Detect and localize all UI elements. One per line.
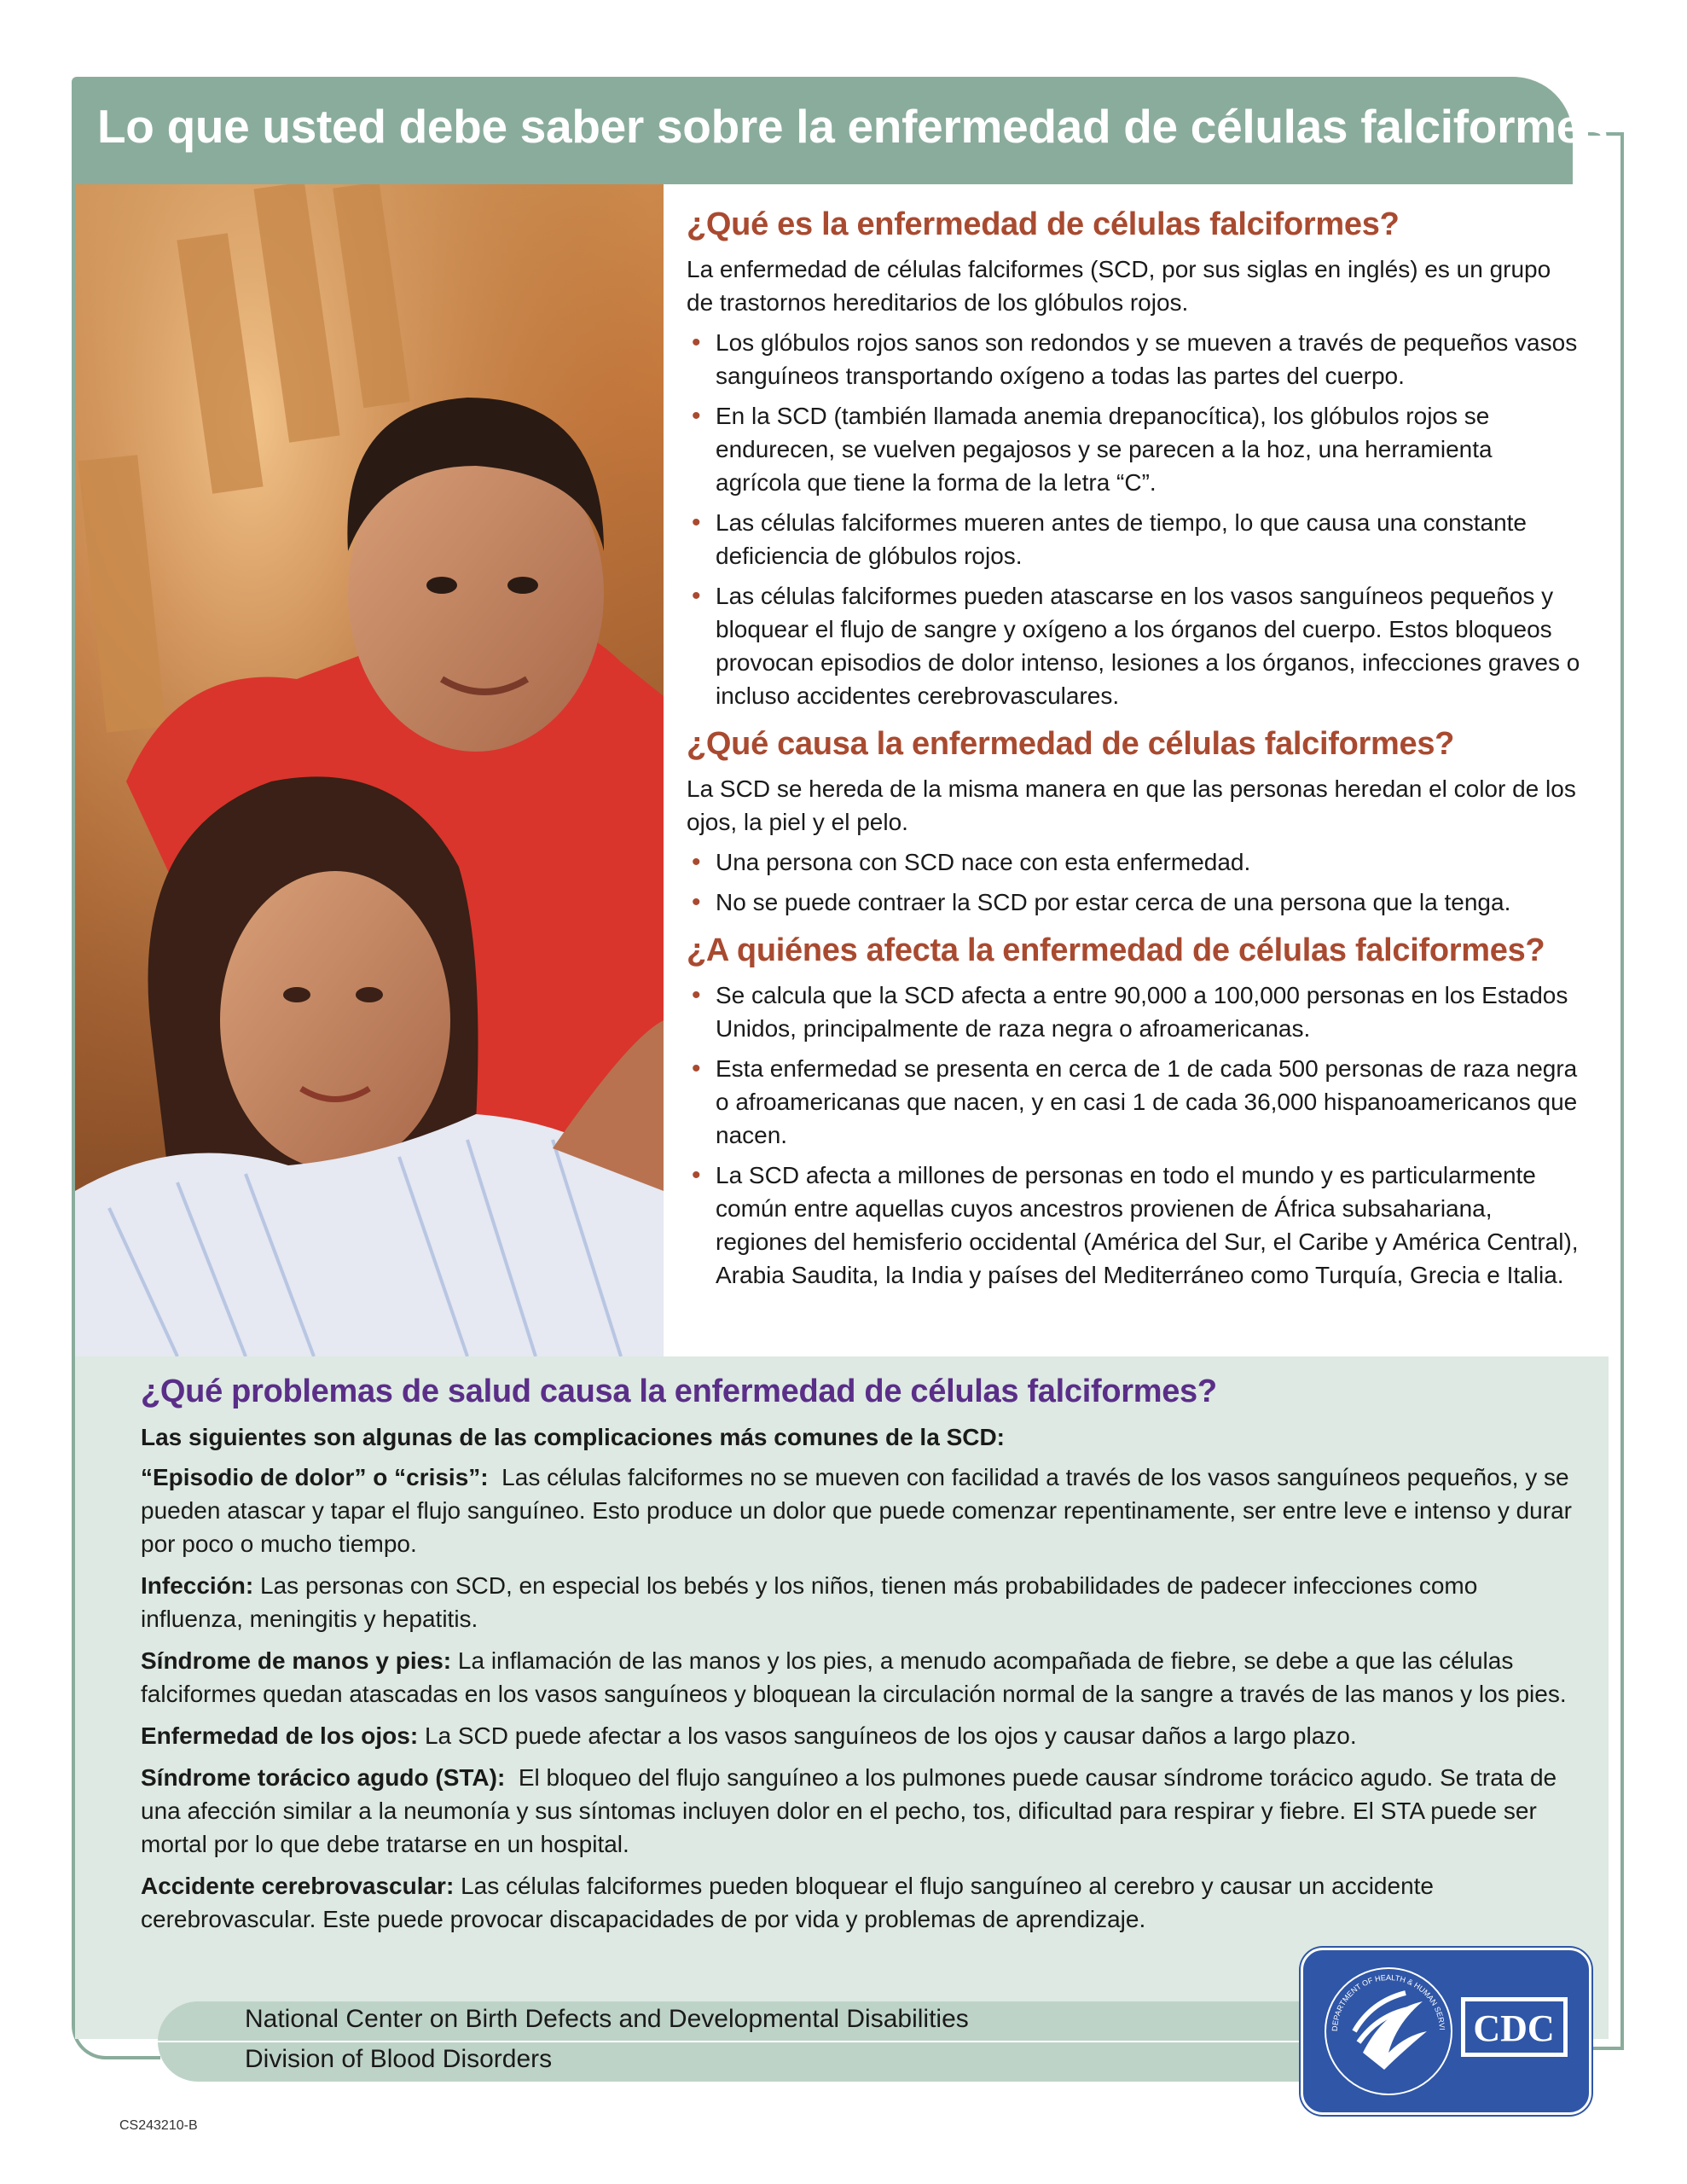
complication-item [141,1644,1574,1711]
complication-text: Las células falciformes pueden bloquear el flujo sanguíneo al cerebro y causar un accidente cerebrovascular. Este puede provocar discapacidades de por vida y problemas de aprendizaje. [141,1873,1434,1932]
right-column [687,205,1582,1304]
list-item: • La SCD afecta a millones de personas en todo el mundo y es particularmente común entre aquellas cuyos ancestros provienen de África subsahariana, regiones del hemisferio occidental (América del Sur, el Caribe y América Central), Arabia Saudita, la India y países del Mediterráneo como Turquía, Grecia e Italia. [687,1159,1582,1292]
section3-heading: ¿A quiénes afecta la enfermedad de células falciformes? [687,932,1545,968]
list-item: • Esta enfermedad se presenta en cerca de 1 de cada 500 personas de raza negra o afroamericanas que nacen, y en casi 1 de cada 36,000 hispanoamericanos que nacen. [687,1052,1582,1152]
list-item: • En la SCD (también llamada anemia drepanocítica), los glóbulos rojos se endurecen, se vuelven pegajosos y se parecen a la hoz, una herramienta agrícola que tiene la forma de la letra “C”. [687,399,1582,499]
complication-term: Síndrome torácico agudo (STA): [141,1764,506,1791]
footer-line1: National Center on Birth Defects and Developmental Disabilities [245,2005,969,2033]
complication-text: La inflamación de las manos y los pies, a menudo acompañada de fiebre, se debe a que las células falciformes quedan atascadas en los vasos sanguíneos y bloquean la circulación normal de la sangre a través de las manos y los pies. [141,1647,1567,1707]
complication-term: “Episodio de dolor” o “crisis”: [141,1464,489,1490]
complication-item [141,1869,1574,1936]
complication-term: Accidente cerebrovascular: [141,1873,455,1899]
seal-text: DEPARTMENT OF HEALTH & HUMAN SERVI [1330,1972,1446,2032]
cdc-logo-text: CDC [1473,2007,1555,2049]
title-bar [72,77,1609,184]
list-item: • Las células falciformes mueren antes de tiempo, lo que causa una constante deficiencia de glóbulos rojos. [687,506,1582,572]
list-item: • Se calcula que la SCD afecta a entre 90,000 a 100,000 personas en los Estados Unidos, principalmente de raza negra o afroamericanas. [687,979,1582,1045]
section2-intro: La SCD se hereda de la misma manera en que las personas heredan el color de los ojos, la piel y el pelo. [687,775,1576,835]
list-item: • No se puede contraer la SCD por estar cerca de una persona que la tenga. [687,886,1582,919]
list-item: • Las células falciformes pueden atascarse en los vasos sanguíneos pequeños y bloquear el flujo de sangre y oxígeno a los órganos del cuerpo. Estos bloqueos provocan episodios de dolor intenso, lesiones a los órganos, infecciones graves o incluso accidentes cerebrovasculares. [687,579,1582,712]
health-problems-section [141,1372,1574,1944]
complication-text: El bloqueo del flujo sanguíneo a los pulmones puede causar síndrome torácico agudo. Se trata de una afección similar a la neumonía y sus síntomas incluyen dolor en el pecho, tos, dificultad para respirar y fiebre. El STA puede ser mortal por lo que debe tratarse en un hospital. [141,1764,1557,1857]
complication-term: Enfermedad de los ojos: [141,1722,419,1749]
complication-term: Infección: [141,1572,254,1599]
footer-line2: Division of Blood Disorders [245,2045,553,2073]
cdc-logo [1461,1997,1568,2057]
couple-photo [75,184,664,1356]
section2-heading: ¿Qué causa la enfermedad de células falciformes? [687,726,1455,762]
section1-list [687,326,1582,712]
section4-intro: Las siguientes son algunas de las complicaciones más comunes de la SCD: [141,1424,1006,1450]
section4-heading: ¿Qué problemas de salud causa la enfermedad de células falciformes? [141,1374,1217,1409]
section2-list [687,845,1582,919]
cdc-logo-block [1301,1948,1591,2115]
complication-term: Síndrome de manos y pies: [141,1647,452,1674]
section3-list [687,979,1582,1292]
complication-item [141,1761,1574,1861]
page-title: Lo que usted debe saber sobre la enfermedad de células falciformes [97,100,1609,153]
complication-text: Las células falciformes no se mueven con facilidad a través de los vasos sanguíneos pequeños, y se pueden atascar y tapar el flujo sanguíneo. Esto produce un dolor que puede comenzar repentinamente, ser entre leve e intenso y durar por poco o mucho tiempo. [141,1464,1572,1557]
footer-divider [158,2041,1352,2042]
section1-heading: ¿Qué es la enfermedad de células falciformes? [687,206,1400,242]
complication-text: La SCD puede afectar a los vasos sanguíneos de los ojos y causar daños a largo plazo. [424,1722,1357,1749]
footer-band [158,2001,1352,2082]
complication-text: Las personas con SCD, en especial los bebés y los niños, tienen más probabilidades de padecer infecciones como influenza, meningitis y hepatitis. [141,1572,1478,1632]
complication-item [141,1569,1574,1635]
list-item: • Los glóbulos rojos sanos son redondos y se mueven a través de pequeños vasos sanguíneos transportando oxígeno a todas las partes del cuerpo. [687,326,1582,392]
section1-intro: La enfermedad de células falciformes (SCD, por sus siglas en inglés) es un grupo de trastornos hereditarios de los glóbulos rojos. [687,256,1551,316]
complication-item [141,1461,1574,1560]
hhs-seal-icon [1325,1968,1452,2094]
list-item: • Una persona con SCD nace con esta enfermedad. [687,845,1582,879]
complication-item [141,1719,1574,1752]
document-code: CS243210-B [119,2118,198,2133]
